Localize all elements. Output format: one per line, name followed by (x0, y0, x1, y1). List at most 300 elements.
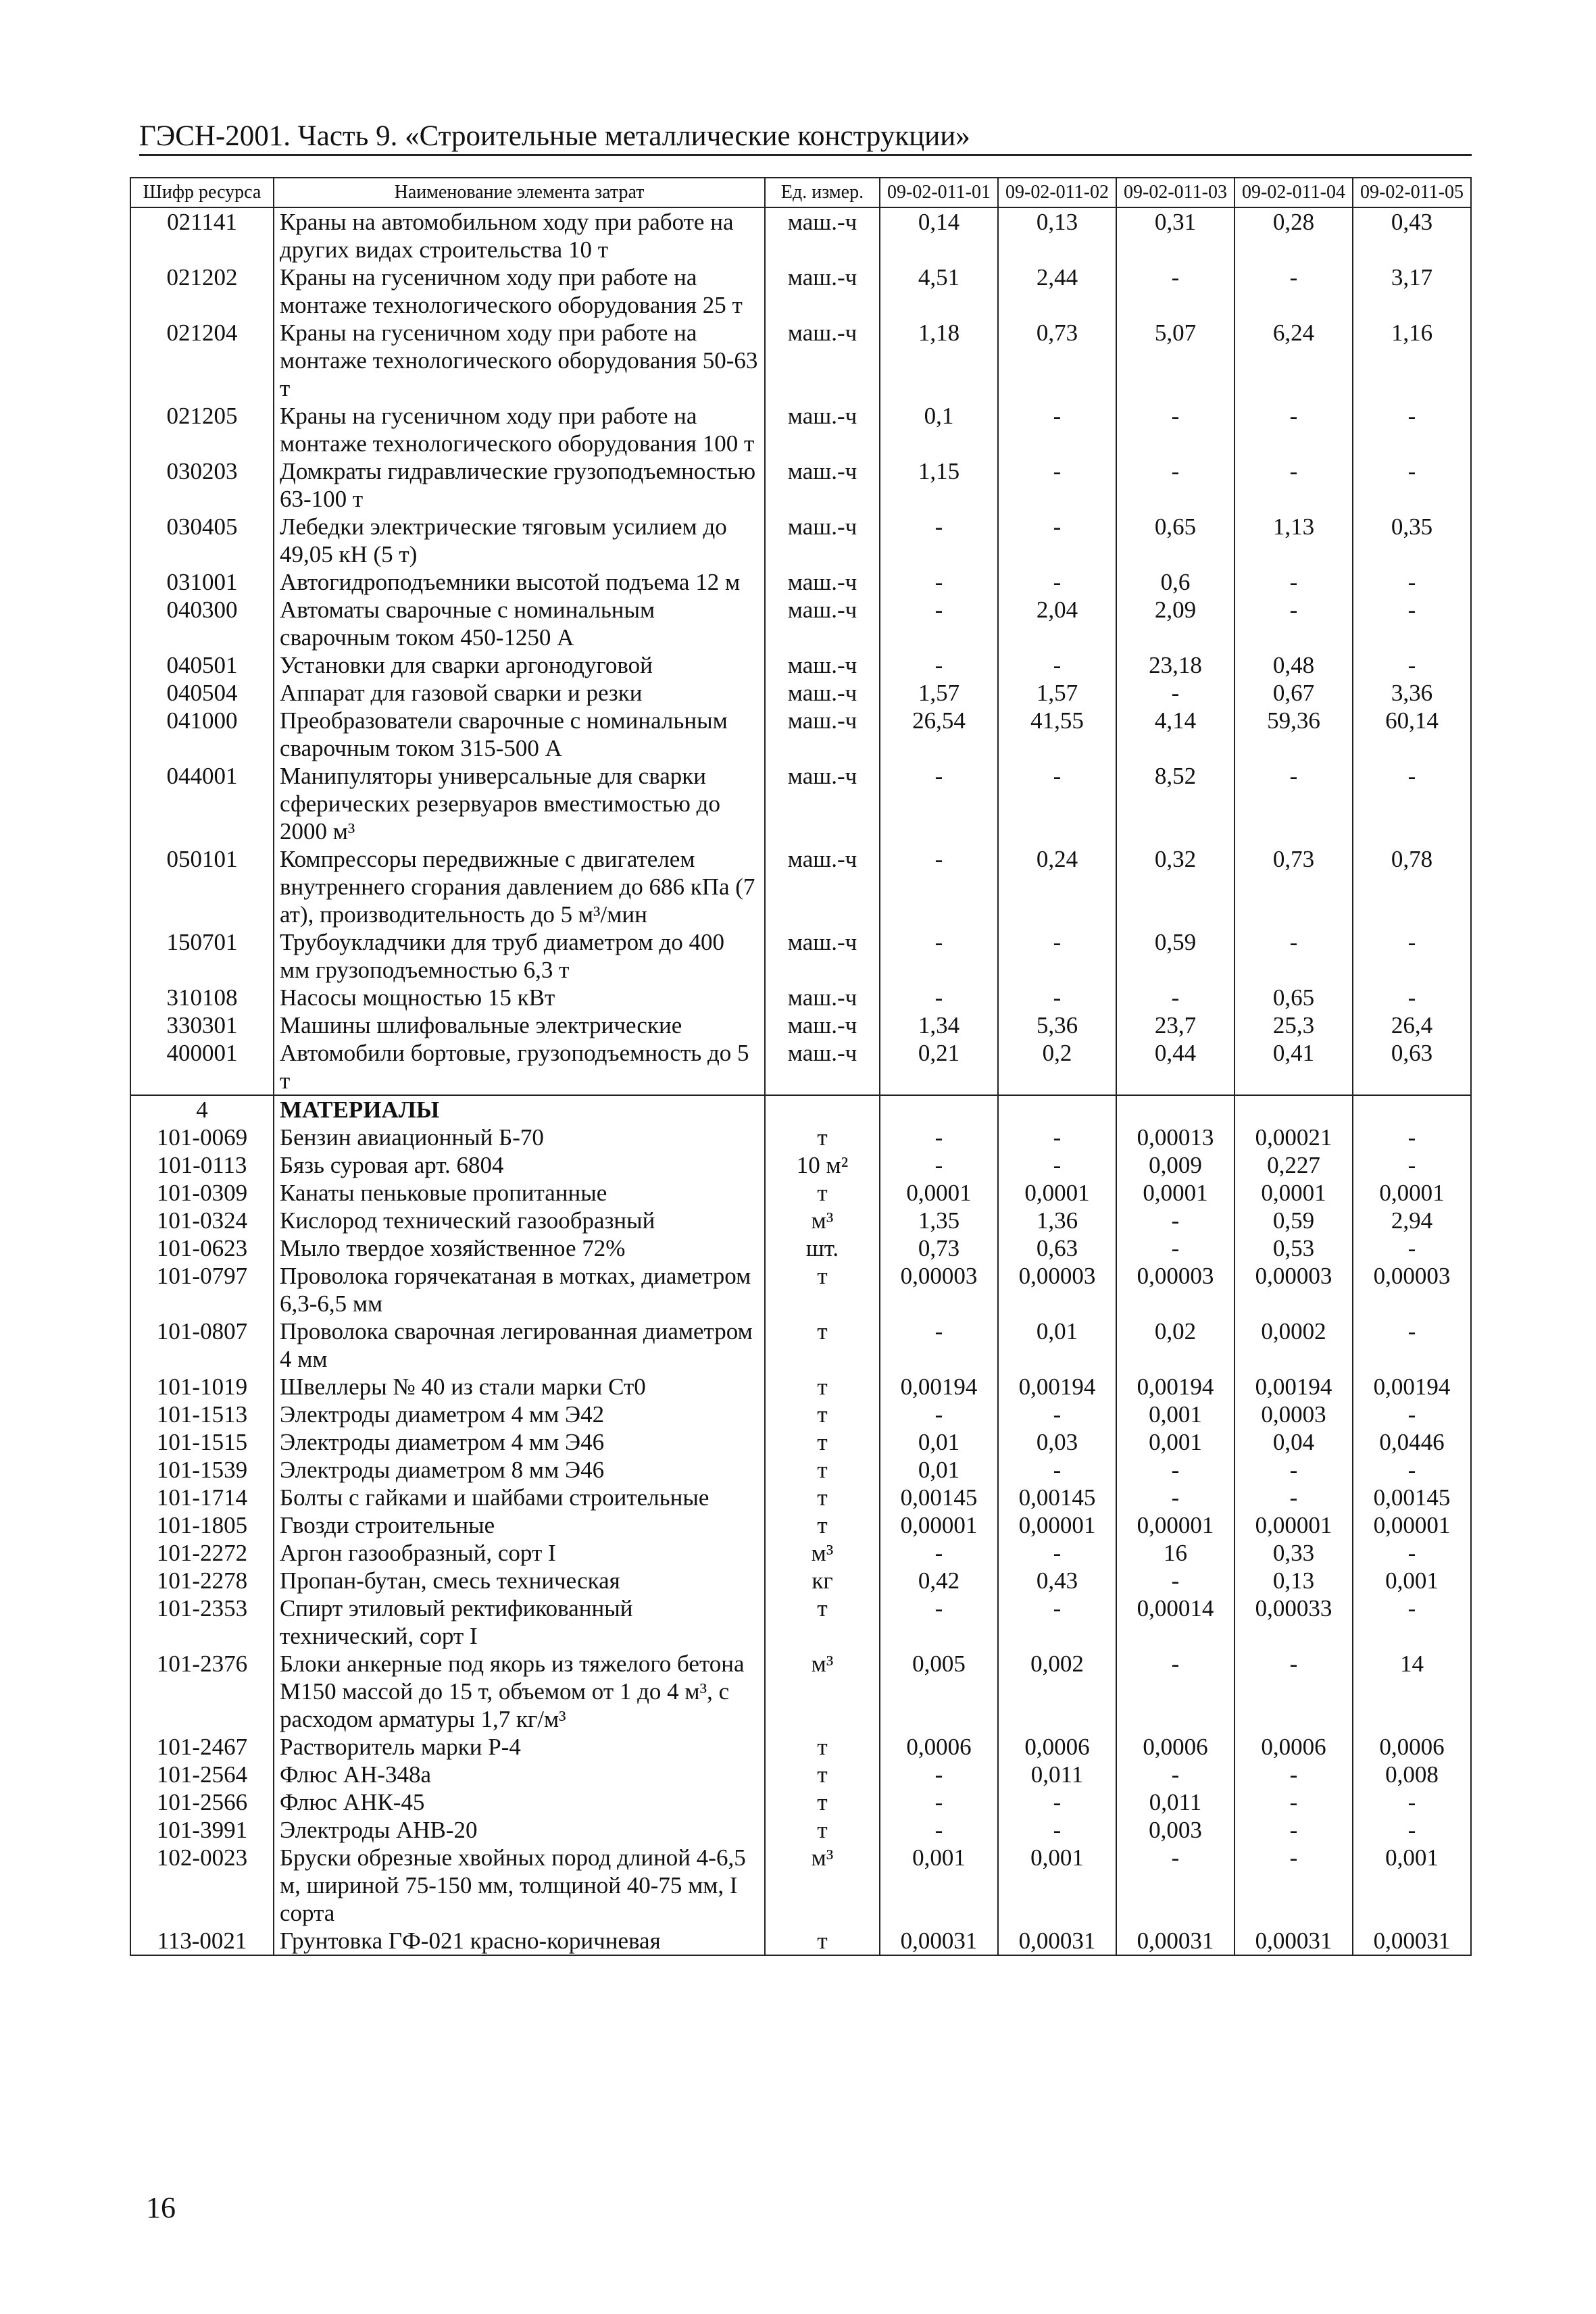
unit-cell: т (765, 1456, 880, 1484)
value-cell: 2,04 (998, 596, 1116, 651)
resource-name-cell: Автомобили бортовые, грузоподъемность до 5 т (274, 1039, 765, 1095)
table-row (130, 1761, 1471, 1788)
value-cell: - (1116, 1650, 1235, 1733)
value-cell: 2,09 (1116, 596, 1235, 651)
value-cell: - (880, 1317, 998, 1373)
unit-cell: маш.-ч (765, 679, 880, 707)
table-row (130, 1733, 1471, 1761)
unit-cell: маш.-ч (765, 651, 880, 679)
unit-cell: маш.-ч (765, 596, 880, 651)
resource-code-cell: 101-0324 (130, 1207, 274, 1234)
resource-name-cell: Грунтовка ГФ-021 красно-коричневая (274, 1927, 765, 1955)
value-cell: 0,001 (1116, 1401, 1235, 1428)
resource-name-cell: Аппарат для газовой сварки и резки (274, 679, 765, 707)
value-cell: 0,0001 (1353, 1179, 1471, 1207)
value-cell: - (880, 1761, 998, 1788)
value-cell (1116, 1095, 1235, 1124)
table-row (130, 1456, 1471, 1484)
resource-code-cell: 101-2564 (130, 1761, 274, 1788)
unit-cell: маш.-ч (765, 402, 880, 457)
value-cell: 0,00001 (998, 1511, 1116, 1539)
value-cell: 0,00031 (998, 1927, 1116, 1955)
value-cell: 0,00194 (880, 1373, 998, 1401)
table-row (130, 1373, 1471, 1401)
value-cell: - (1116, 1761, 1235, 1788)
value-cell: - (1353, 928, 1471, 984)
value-cell: 0,0001 (1116, 1179, 1235, 1207)
resource-name-cell: МАТЕРИАЛЫ (274, 1095, 765, 1124)
value-cell: - (1353, 402, 1471, 457)
value-cell: 0,00033 (1235, 1594, 1353, 1650)
value-cell: - (1235, 1844, 1353, 1927)
resource-code-cell: 101-2353 (130, 1594, 274, 1650)
value-cell: 0,011 (1116, 1788, 1235, 1816)
page-number: 16 (146, 2191, 176, 2224)
table-row (130, 596, 1471, 651)
table-row (130, 651, 1471, 679)
resource-code-cell: 040501 (130, 651, 274, 679)
value-cell: - (1353, 1151, 1471, 1179)
value-cell: - (998, 1816, 1116, 1844)
resource-code-cell: 101-0309 (130, 1179, 274, 1207)
resource-code-cell: 400001 (130, 1039, 274, 1095)
value-cell: 0,00001 (1116, 1511, 1235, 1539)
resource-code-cell: 101-0623 (130, 1234, 274, 1262)
value-cell: - (1353, 568, 1471, 596)
resource-code-cell: 031001 (130, 568, 274, 596)
resource-name-cell: Растворитель марки Р-4 (274, 1733, 765, 1761)
value-cell: - (1235, 402, 1353, 457)
value-cell: 0,00145 (1353, 1484, 1471, 1511)
table-row (130, 319, 1471, 402)
col-header-name: Наименование элемента затрат (274, 178, 765, 207)
value-cell: 0,0001 (1235, 1179, 1353, 1207)
table-row (130, 1816, 1471, 1844)
table-header-row (130, 178, 1471, 207)
value-cell: 16 (1116, 1539, 1235, 1567)
value-cell: - (1235, 1761, 1353, 1788)
value-cell: 0,28 (1235, 207, 1353, 263)
value-cell: - (998, 1124, 1116, 1151)
value-cell: - (1353, 762, 1471, 845)
value-cell: 0,02 (1116, 1317, 1235, 1373)
value-cell: - (1353, 1124, 1471, 1151)
unit-cell: т (765, 1401, 880, 1428)
value-cell: 0,73 (1235, 845, 1353, 928)
resource-name-cell: Спирт этиловый ректификованный технический, сорт I (274, 1594, 765, 1650)
resource-name-cell: Бензин авиационный Б-70 (274, 1124, 765, 1151)
table-row (130, 1011, 1471, 1039)
value-cell: 0,002 (998, 1650, 1116, 1733)
value-cell: - (998, 1401, 1116, 1428)
table-row (130, 845, 1471, 928)
resource-code-cell: 102-0023 (130, 1844, 274, 1927)
value-cell: - (998, 513, 1116, 568)
unit-cell: т (765, 1816, 880, 1844)
resource-name-cell: Машины шлифовальные электрические (274, 1011, 765, 1039)
table-row (130, 1151, 1471, 1179)
resource-code-cell: 101-1513 (130, 1401, 274, 1428)
value-cell: - (1353, 984, 1471, 1011)
value-cell: 0,0006 (1235, 1733, 1353, 1761)
value-cell: 0,00031 (1116, 1927, 1235, 1955)
resource-code-cell: 101-0797 (130, 1262, 274, 1317)
unit-cell: маш.-ч (765, 1011, 880, 1039)
value-cell: - (998, 762, 1116, 845)
value-cell: 0,14 (880, 207, 998, 263)
unit-cell: т (765, 1317, 880, 1373)
value-cell: 0,59 (1235, 1207, 1353, 1234)
col-header-unit: Ед. измер. (765, 178, 880, 207)
value-cell: - (1116, 1207, 1235, 1234)
value-cell: 5,36 (998, 1011, 1116, 1039)
resource-code-cell: 030203 (130, 457, 274, 513)
value-cell: 0,0001 (998, 1179, 1116, 1207)
value-cell: - (1353, 457, 1471, 513)
resource-name-cell: Краны на гусеничном ходу при работе на монтаже технологического оборудования 25 т (274, 263, 765, 319)
unit-cell: т (765, 1511, 880, 1539)
value-cell: 1,34 (880, 1011, 998, 1039)
value-cell: 0,1 (880, 402, 998, 457)
value-cell: - (880, 845, 998, 928)
value-cell: 0,2 (998, 1039, 1116, 1095)
table-row (130, 1317, 1471, 1373)
table-row (130, 1401, 1471, 1428)
table-row (130, 1124, 1471, 1151)
table-body (130, 207, 1471, 1955)
value-cell: - (998, 457, 1116, 513)
table-row (130, 568, 1471, 596)
resource-name-cell: Электроды диаметром 4 мм Э46 (274, 1428, 765, 1456)
resource-name-cell: Насосы мощностью 15 кВт (274, 984, 765, 1011)
resource-code-cell: 101-0069 (130, 1124, 274, 1151)
value-cell: 0,44 (1116, 1039, 1235, 1095)
value-cell: - (1235, 596, 1353, 651)
unit-cell (765, 1095, 880, 1124)
value-cell: 0,00003 (1353, 1262, 1471, 1317)
resource-name-cell: Канаты пеньковые пропитанные (274, 1179, 765, 1207)
unit-cell: т (765, 1733, 880, 1761)
value-cell: - (1235, 457, 1353, 513)
value-cell: - (998, 984, 1116, 1011)
unit-cell: маш.-ч (765, 1039, 880, 1095)
value-cell: 0,43 (1353, 207, 1471, 263)
resource-name-cell: Компрессоры передвижные с двигателем внутреннего сгорания давлением до 686 кПа (7 ат), производительность до 5 м³/мин (274, 845, 765, 928)
value-cell: 0,227 (1235, 1151, 1353, 1179)
unit-cell: маш.-ч (765, 319, 880, 402)
value-cell: 0,00194 (1353, 1373, 1471, 1401)
value-cell: 60,14 (1353, 707, 1471, 762)
value-cell (1353, 1095, 1471, 1124)
value-cell: - (998, 1539, 1116, 1567)
value-cell: 0,00031 (1235, 1927, 1353, 1955)
value-cell: - (880, 596, 998, 651)
value-cell: 2,44 (998, 263, 1116, 319)
value-cell: 0,0006 (1353, 1733, 1471, 1761)
value-cell: 23,18 (1116, 651, 1235, 679)
value-cell (1235, 1095, 1353, 1124)
value-cell: 0,42 (880, 1567, 998, 1594)
value-cell: - (998, 1594, 1116, 1650)
resource-name-cell: Краны на автомобильном ходу при работе на других видах строительства 10 т (274, 207, 765, 263)
table-row (130, 513, 1471, 568)
resource-name-cell: Флюс АН-348а (274, 1761, 765, 1788)
value-cell: - (1235, 1650, 1353, 1733)
resource-name-cell: Швеллеры № 40 из стали марки Ст0 (274, 1373, 765, 1401)
value-cell: 0,00013 (1116, 1124, 1235, 1151)
value-cell: 0,00003 (1235, 1262, 1353, 1317)
unit-cell: т (765, 1124, 880, 1151)
value-cell: - (1235, 1816, 1353, 1844)
resource-name-cell: Лебедки электрические тяговым усилием до 49,05 кН (5 т) (274, 513, 765, 568)
value-cell: 0,73 (998, 319, 1116, 402)
resource-code-cell: 101-1805 (130, 1511, 274, 1539)
value-cell: - (880, 1594, 998, 1650)
table-row (130, 928, 1471, 984)
unit-cell: 10 м² (765, 1151, 880, 1179)
resource-name-cell: Трубоукладчики для труб диаметром до 400 мм грузоподъемностью 6,3 т (274, 928, 765, 984)
resource-name-cell: Аргон газообразный, сорт I (274, 1539, 765, 1567)
unit-cell: маш.-ч (765, 707, 880, 762)
table-row (130, 1927, 1471, 1955)
resource-code-cell: 330301 (130, 1011, 274, 1039)
resource-code-cell: 040300 (130, 596, 274, 651)
resource-code-cell: 101-0113 (130, 1151, 274, 1179)
unit-cell: маш.-ч (765, 513, 880, 568)
resource-name-cell: Электроды диаметром 4 мм Э42 (274, 1401, 765, 1428)
table-row (130, 1262, 1471, 1317)
resource-name-cell: Автогидроподъемники высотой подъема 12 м (274, 568, 765, 596)
value-cell: 14 (1353, 1650, 1471, 1733)
value-cell: - (1116, 679, 1235, 707)
table-row (130, 1039, 1471, 1095)
value-cell: 0,0003 (1235, 1401, 1353, 1428)
col-header-code: Шифр ресурса (130, 178, 274, 207)
value-cell: 0,00194 (1116, 1373, 1235, 1401)
resource-code-cell: 101-2272 (130, 1539, 274, 1567)
value-cell: 1,16 (1353, 319, 1471, 402)
value-cell: 0,6 (1116, 568, 1235, 596)
resource-name-cell: Болты с гайками и шайбами строительные (274, 1484, 765, 1511)
resource-code-cell: 101-1019 (130, 1373, 274, 1401)
table-row (130, 1207, 1471, 1234)
header-rule (139, 154, 1472, 156)
value-cell: - (880, 762, 998, 845)
value-cell: - (1235, 928, 1353, 984)
value-cell: - (880, 1816, 998, 1844)
value-cell: - (1235, 1788, 1353, 1816)
unit-cell: маш.-ч (765, 984, 880, 1011)
value-cell: 0,01 (880, 1428, 998, 1456)
value-cell: 0,00003 (998, 1262, 1116, 1317)
value-cell: - (1116, 1234, 1235, 1262)
value-cell: - (880, 1401, 998, 1428)
value-cell: - (998, 402, 1116, 457)
resource-code-cell: 101-0807 (130, 1317, 274, 1373)
value-cell: 0,001 (1116, 1428, 1235, 1456)
value-cell: 0,04 (1235, 1428, 1353, 1456)
value-cell: 0,00001 (1353, 1511, 1471, 1539)
resource-name-cell: Бязь суровая арт. 6804 (274, 1151, 765, 1179)
value-cell: - (1353, 1539, 1471, 1567)
value-cell: 0,33 (1235, 1539, 1353, 1567)
value-cell: - (1116, 1844, 1235, 1927)
resource-cost-table (130, 177, 1472, 1956)
resource-code-cell: 021141 (130, 207, 274, 263)
resource-code-cell: 030405 (130, 513, 274, 568)
table-row (130, 263, 1471, 319)
value-cell: - (1116, 984, 1235, 1011)
value-cell: 1,15 (880, 457, 998, 513)
table-row (130, 1650, 1471, 1733)
value-cell: 0,008 (1353, 1761, 1471, 1788)
value-cell: 0,005 (880, 1650, 998, 1733)
resource-name-cell: Автоматы сварочные с номинальным сварочным током 450-1250 А (274, 596, 765, 651)
value-cell (880, 1095, 998, 1124)
value-cell: - (880, 1788, 998, 1816)
value-cell: 0,53 (1235, 1234, 1353, 1262)
value-cell: 1,36 (998, 1207, 1116, 1234)
value-cell: 0,0002 (1235, 1317, 1353, 1373)
resource-code-cell: 050101 (130, 845, 274, 928)
unit-cell: маш.-ч (765, 457, 880, 513)
value-cell: 1,35 (880, 1207, 998, 1234)
value-cell: 0,63 (1353, 1039, 1471, 1095)
value-cell: 0,01 (998, 1317, 1116, 1373)
table-row (130, 762, 1471, 845)
unit-cell: т (765, 1262, 880, 1317)
value-cell: - (1353, 651, 1471, 679)
resource-code-cell: 021202 (130, 263, 274, 319)
value-cell: 0,48 (1235, 651, 1353, 679)
value-cell: - (1235, 762, 1353, 845)
value-cell: - (1116, 1456, 1235, 1484)
value-cell: - (1353, 1317, 1471, 1373)
table-row (130, 1484, 1471, 1511)
value-cell: 0,31 (1116, 207, 1235, 263)
value-cell: 0,21 (880, 1039, 998, 1095)
resource-code-cell: 101-2376 (130, 1650, 274, 1733)
value-cell: 0,0006 (1116, 1733, 1235, 1761)
resource-code-cell: 021205 (130, 402, 274, 457)
table-row (130, 457, 1471, 513)
resource-name-cell: Электроды АНВ-20 (274, 1816, 765, 1844)
value-cell: - (880, 1539, 998, 1567)
table-row (130, 1539, 1471, 1567)
resource-name-cell: Бруски обрезные хвойных пород длиной 4-6,5 м, шириной 75-150 мм, толщиной 40-75 мм, I сорта (274, 1844, 765, 1927)
resource-code-cell: 113-0021 (130, 1927, 274, 1955)
unit-cell: т (765, 1788, 880, 1816)
col-header-09-02-011-02: 09-02-011-02 (998, 178, 1116, 207)
value-cell: 0,00145 (880, 1484, 998, 1511)
unit-cell: т (765, 1761, 880, 1788)
value-cell: 4,51 (880, 263, 998, 319)
table-row (130, 1179, 1471, 1207)
resource-name-cell: Проволока сварочная легированная диаметром 4 мм (274, 1317, 765, 1373)
value-cell: 0,41 (1235, 1039, 1353, 1095)
value-cell: 0,0006 (880, 1733, 998, 1761)
value-cell: 0,32 (1116, 845, 1235, 928)
value-cell: - (1116, 1484, 1235, 1511)
value-cell: 0,00003 (880, 1262, 998, 1317)
value-cell: 41,55 (998, 707, 1116, 762)
value-cell: 0,00194 (998, 1373, 1116, 1401)
value-cell: 1,57 (880, 679, 998, 707)
value-cell: 0,003 (1116, 1816, 1235, 1844)
resource-name-cell: Краны на гусеничном ходу при работе на монтаже технологического оборудования 50-63 т (274, 319, 765, 402)
value-cell: - (998, 651, 1116, 679)
table-row (130, 707, 1471, 762)
value-cell: 59,36 (1235, 707, 1353, 762)
resource-name-cell: Мыло твердое хозяйственное 72% (274, 1234, 765, 1262)
value-cell: - (1235, 568, 1353, 596)
value-cell: 0,00021 (1235, 1124, 1353, 1151)
value-cell: 0,35 (1353, 513, 1471, 568)
resource-code-cell: 101-2566 (130, 1788, 274, 1816)
value-cell: 0,001 (1353, 1844, 1471, 1927)
value-cell: 0,59 (1116, 928, 1235, 984)
resource-name-cell: Блоки анкерные под якорь из тяжелого бетона М150 массой до 15 т, объемом от 1 до 4 м³, с расходом арматуры 1,7 кг/м³ (274, 1650, 765, 1733)
value-cell: 0,00003 (1116, 1262, 1235, 1317)
value-cell: 1,13 (1235, 513, 1353, 568)
unit-cell: т (765, 1428, 880, 1456)
value-cell: 0,011 (998, 1761, 1116, 1788)
value-cell: - (1116, 402, 1235, 457)
value-cell: - (1116, 263, 1235, 319)
resource-code-cell: 101-1714 (130, 1484, 274, 1511)
value-cell: 0,78 (1353, 845, 1471, 928)
resource-code-cell: 101-2278 (130, 1567, 274, 1594)
unit-cell: маш.-ч (765, 845, 880, 928)
value-cell: 26,54 (880, 707, 998, 762)
value-cell: - (998, 568, 1116, 596)
value-cell: 0,00031 (880, 1927, 998, 1955)
value-cell: - (1353, 1788, 1471, 1816)
unit-cell: т (765, 1594, 880, 1650)
table-row (130, 1844, 1471, 1927)
value-cell: - (1235, 263, 1353, 319)
table-row (130, 1788, 1471, 1816)
value-cell: 8,52 (1116, 762, 1235, 845)
value-cell: 23,7 (1116, 1011, 1235, 1039)
value-cell: - (1353, 596, 1471, 651)
resource-code-cell: 150701 (130, 928, 274, 984)
value-cell: 3,36 (1353, 679, 1471, 707)
table-row (130, 1428, 1471, 1456)
value-cell: - (998, 1456, 1116, 1484)
value-cell: - (880, 568, 998, 596)
resource-code-cell: 101-1539 (130, 1456, 274, 1484)
value-cell: 0,009 (1116, 1151, 1235, 1179)
unit-cell: маш.-ч (765, 928, 880, 984)
value-cell: 0,13 (998, 207, 1116, 263)
value-cell: 0,0446 (1353, 1428, 1471, 1456)
value-cell: 0,001 (880, 1844, 998, 1927)
resource-name-cell: Кислород технический газообразный (274, 1207, 765, 1234)
unit-cell: т (765, 1373, 880, 1401)
value-cell: - (1235, 1456, 1353, 1484)
resource-code-cell: 101-2467 (130, 1733, 274, 1761)
value-cell: 0,63 (998, 1234, 1116, 1262)
value-cell: 0,65 (1116, 513, 1235, 568)
value-cell: 0,001 (1353, 1567, 1471, 1594)
value-cell: 0,67 (1235, 679, 1353, 707)
value-cell: - (1353, 1594, 1471, 1650)
value-cell: 0,00194 (1235, 1373, 1353, 1401)
resource-code-cell: 041000 (130, 707, 274, 762)
value-cell: - (1353, 1234, 1471, 1262)
value-cell: - (880, 651, 998, 679)
